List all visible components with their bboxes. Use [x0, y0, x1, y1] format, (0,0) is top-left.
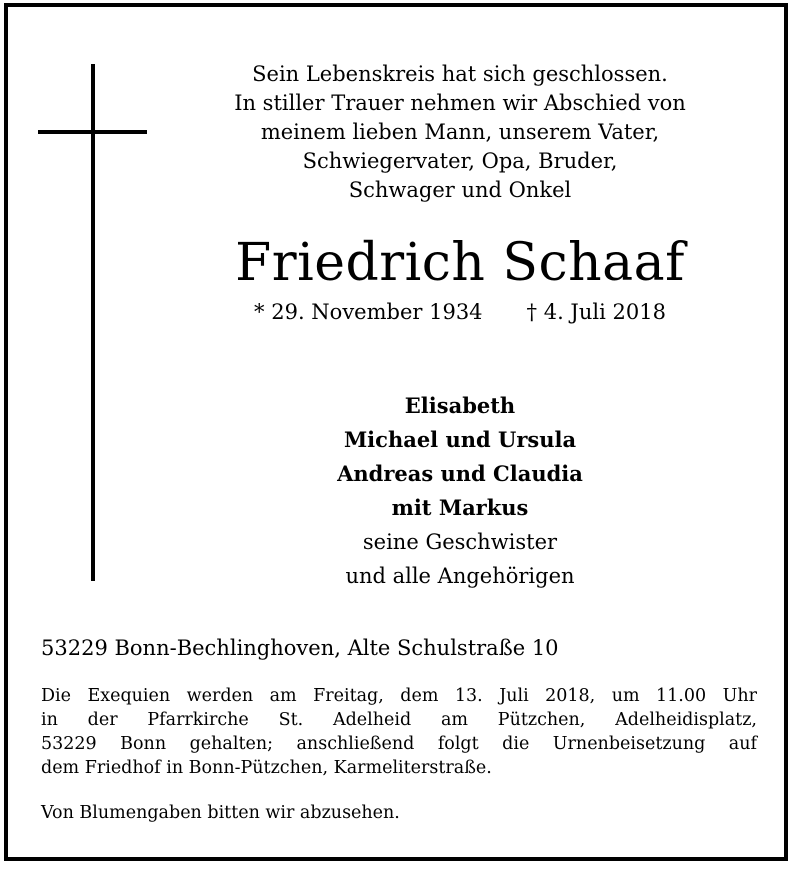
mourner-group: und alle Angehörigen [345, 564, 575, 588]
intro-line: meinem lieben Mann, unserem Vater, [260, 120, 660, 144]
intro-line: Sein Lebenskreis hat sich geschlossen. [252, 62, 668, 86]
family-address: 53229 Bonn-Bechlinghoven, Alte Schulstraße 10 [41, 636, 559, 660]
intro-line: Schwiegervater, Opa, Bruder, [302, 149, 618, 173]
intro-line: Schwager und Onkel [348, 178, 572, 202]
funeral-details-line: 53229 Bonn gehalten; anschließend folgt die Urnenbeisetzung auf [41, 734, 757, 754]
birth-date: * 29. November 1934 [254, 300, 483, 324]
cross-horizontal-bar [38, 130, 147, 134]
mourner-name: mit Markus [391, 495, 529, 520]
intro-text [160, 60, 760, 205]
mourner-name: Andreas und Claudia [337, 461, 583, 486]
death-date: † 4. Juli 2018 [526, 300, 666, 324]
mourner-name: Michael und Ursula [343, 427, 577, 452]
funeral-details [41, 684, 757, 780]
funeral-details-line: in der Pfarrkirche St. Adelheid am Pützchen, Adelheidisplatz, [41, 710, 757, 730]
life-dates [160, 297, 760, 327]
funeral-details-line: Die Exequien werden am Freitag, dem 13. Juli 2018, um 11.00 Uhr [41, 686, 757, 706]
deceased-name: Friedrich Schaaf [235, 233, 685, 293]
funeral-details-line: dem Friedhof in Bonn-Pützchen, Karmeliterstraße. [41, 758, 492, 778]
mourners-list [160, 389, 760, 593]
mourner-name: Elisabeth [404, 393, 516, 418]
mourner-group: seine Geschwister [362, 530, 558, 554]
intro-line: In stiller Trauer nehmen wir Abschied von [234, 91, 686, 115]
cross-vertical-bar [91, 64, 95, 581]
flowers-note: Von Blumengaben bitten wir abzusehen. [41, 803, 400, 823]
